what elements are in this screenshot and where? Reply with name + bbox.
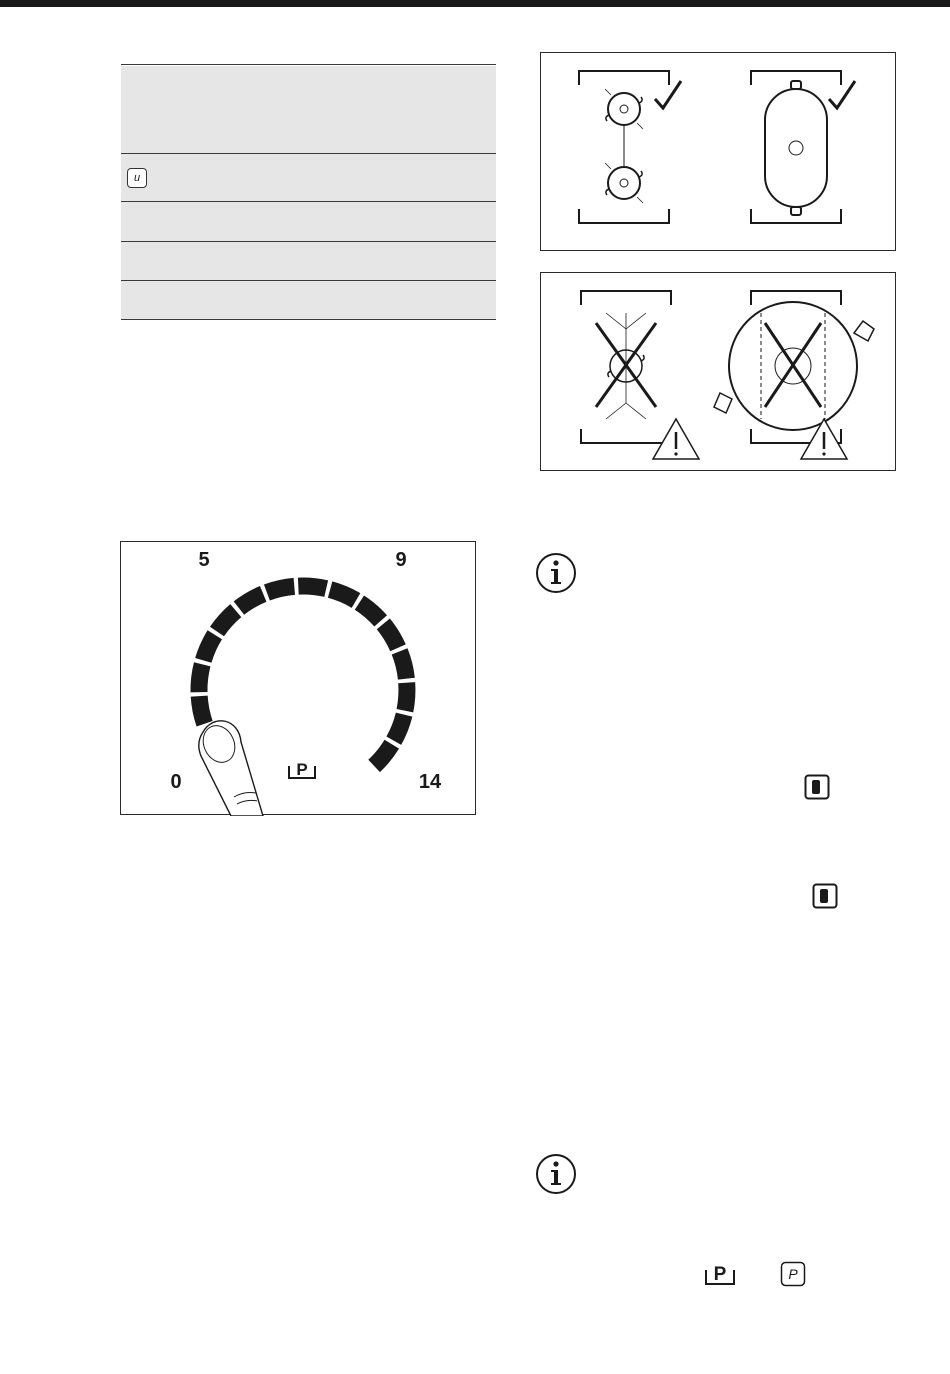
small-pan-top xyxy=(605,89,643,129)
table-row xyxy=(121,242,496,280)
zone-indicator-icon xyxy=(812,883,838,909)
dial-label-0: 0 xyxy=(170,771,182,793)
power-level-segment[interactable] xyxy=(400,651,407,678)
cookware-correct-illustration xyxy=(540,52,896,251)
power-level-segment[interactable] xyxy=(405,683,407,711)
info-icon xyxy=(535,1153,577,1195)
table-row xyxy=(121,281,496,319)
dial-label-9: 9 xyxy=(395,549,407,571)
svg-text:P: P xyxy=(296,760,308,779)
display-u-icon: u xyxy=(127,168,147,188)
check-icon xyxy=(655,81,681,108)
svg-text:P: P xyxy=(788,1266,798,1282)
warning-icon xyxy=(653,419,699,459)
check-icon xyxy=(829,81,855,108)
dial-label-14: 14 xyxy=(418,771,442,793)
control-bar-illustration xyxy=(120,541,476,815)
zone-indicator-icon xyxy=(804,774,830,800)
power-level-segment[interactable] xyxy=(298,586,326,589)
table-row xyxy=(121,154,496,201)
power-level-segment[interactable] xyxy=(394,715,404,741)
table-row xyxy=(121,202,496,241)
table-rule xyxy=(121,319,496,320)
program-key-icon xyxy=(703,1260,737,1288)
power-level-segment[interactable] xyxy=(203,635,215,661)
info-icon xyxy=(535,552,577,594)
power-level-segment[interactable] xyxy=(330,590,356,601)
power-level-segment[interactable] xyxy=(267,586,294,592)
small-pan-bottom xyxy=(605,163,643,203)
cookware-wrong-illustration xyxy=(540,272,896,471)
power-level-segment[interactable] xyxy=(359,603,380,621)
page-top-rule xyxy=(0,0,950,7)
power-level-segment[interactable] xyxy=(239,594,263,608)
dial-label-5: 5 xyxy=(198,549,210,571)
cross-icon xyxy=(765,323,821,407)
power-level-segment[interactable] xyxy=(217,611,236,632)
table-row xyxy=(121,66,496,153)
program-display-icon xyxy=(780,1261,806,1287)
finger-illustration xyxy=(197,720,263,816)
power-level-segment[interactable] xyxy=(374,744,392,766)
power-level-segment[interactable] xyxy=(199,664,202,692)
svg-text:P: P xyxy=(713,1264,727,1285)
power-level-segment[interactable] xyxy=(383,624,398,648)
table-rule xyxy=(121,64,496,65)
program-key-icon xyxy=(289,760,315,779)
oval-pan xyxy=(765,81,827,215)
power-level-segment[interactable] xyxy=(199,696,204,724)
